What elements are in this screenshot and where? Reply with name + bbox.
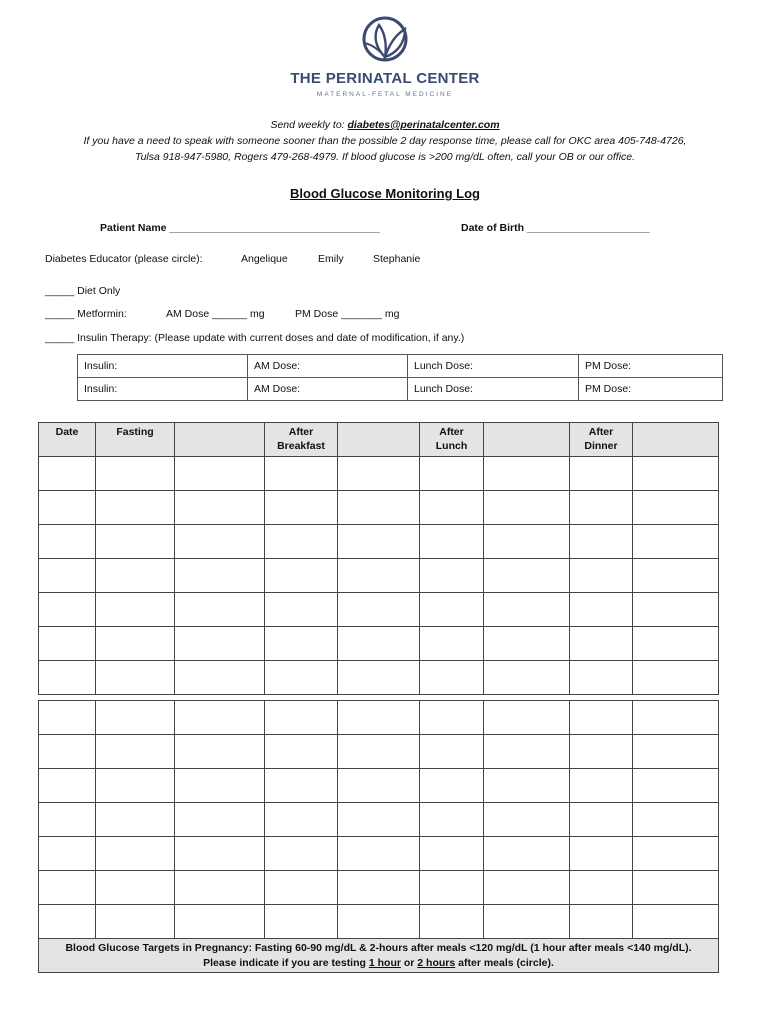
log-entry-row <box>39 457 719 491</box>
org-name: THE PERINATAL CENTER <box>290 70 480 87</box>
log-entry-cell[interactable] <box>39 735 96 769</box>
log-entry-cell[interactable] <box>265 803 338 837</box>
log-entry-cell[interactable] <box>175 457 265 491</box>
email-link[interactable]: diabetes@perinatalcenter.com <box>347 119 500 131</box>
log-entry-row <box>39 871 719 905</box>
log-entry-cell[interactable] <box>420 491 484 525</box>
log-entry-cell[interactable] <box>570 803 633 837</box>
log-entry-cell[interactable] <box>484 491 570 525</box>
log-entry-cell[interactable] <box>484 871 570 905</box>
log-entry-cell[interactable] <box>175 837 265 871</box>
log-entry-row <box>39 661 719 695</box>
log-entry-cell[interactable] <box>175 593 265 627</box>
log-entry-cell[interactable] <box>265 627 338 661</box>
log-entry-cell[interactable] <box>338 627 420 661</box>
log-entry-cell[interactable] <box>265 661 338 695</box>
am-dose-cell[interactable]: AM Dose: <box>248 355 408 378</box>
log-entry-row <box>39 769 719 803</box>
metformin-option[interactable]: _____ Metformin: <box>45 308 127 320</box>
log-entry-cell[interactable] <box>338 871 420 905</box>
log-entry-cell[interactable] <box>175 905 265 939</box>
log-entry-cell[interactable] <box>570 457 633 491</box>
log-entry-cell[interactable] <box>420 735 484 769</box>
log-entry-cell[interactable] <box>39 491 96 525</box>
log-entry-cell[interactable] <box>570 905 633 939</box>
log-entry-cell[interactable] <box>39 803 96 837</box>
log-entry-cell[interactable] <box>338 593 420 627</box>
log-entry-cell[interactable] <box>633 871 719 905</box>
insulin-row <box>78 355 723 378</box>
log-entry-cell[interactable] <box>265 491 338 525</box>
send-weekly-prefix: Send weekly to: <box>270 119 348 131</box>
log-entry-row <box>39 491 719 525</box>
log-entry-cell[interactable] <box>338 837 420 871</box>
insulin-therapy-option[interactable]: _____ Insulin Therapy: (Please update with current doses and date of modification, if any.) <box>45 332 465 344</box>
log-entry-cell[interactable] <box>265 905 338 939</box>
log-entry-cell[interactable] <box>570 871 633 905</box>
log-entry-row <box>39 701 719 735</box>
log-entry-cell[interactable] <box>420 837 484 871</box>
log-entry-cell[interactable] <box>633 593 719 627</box>
log-entry-cell[interactable] <box>570 627 633 661</box>
log-entry-cell[interactable] <box>39 457 96 491</box>
log-entry-cell[interactable] <box>420 559 484 593</box>
educator-option-stephanie[interactable]: Stephanie <box>373 253 421 265</box>
log-entry-cell[interactable] <box>39 525 96 559</box>
log-entry-cell[interactable] <box>633 559 719 593</box>
header-after-breakfast: After Breakfast <box>265 423 338 457</box>
metformin-am-dose[interactable]: AM Dose ______ mg <box>166 308 265 320</box>
header-date: Date <box>39 423 96 457</box>
log-entry-cell[interactable] <box>265 559 338 593</box>
pm-dose-cell[interactable]: PM Dose: <box>579 355 723 378</box>
log-entry-cell[interactable] <box>633 661 719 695</box>
log-entry-cell[interactable] <box>265 735 338 769</box>
log-entry-cell[interactable] <box>175 491 265 525</box>
log-entry-cell[interactable] <box>570 735 633 769</box>
insulin-cell[interactable]: Insulin: <box>78 355 248 378</box>
log-entry-cell[interactable] <box>265 525 338 559</box>
header-blank <box>338 423 420 457</box>
log-entry-cell[interactable] <box>570 661 633 695</box>
log-entry-cell[interactable] <box>39 627 96 661</box>
log-entry-cell[interactable] <box>420 661 484 695</box>
log-entry-cell[interactable] <box>39 905 96 939</box>
log-entry-cell[interactable] <box>96 627 175 661</box>
glucose-log-table-1 <box>38 422 719 695</box>
log-entry-cell[interactable] <box>96 491 175 525</box>
educator-option-emily[interactable]: Emily <box>318 253 344 265</box>
log-entry-cell[interactable] <box>175 803 265 837</box>
log-entry-row <box>39 593 719 627</box>
log-entry-cell[interactable] <box>265 837 338 871</box>
glucose-log-table-2 <box>38 700 719 973</box>
log-entry-cell[interactable] <box>633 491 719 525</box>
lunch-dose-cell[interactable]: Lunch Dose: <box>408 378 579 401</box>
log-entry-cell[interactable] <box>338 769 420 803</box>
log-entry-cell[interactable] <box>484 905 570 939</box>
log-entry-cell[interactable] <box>338 661 420 695</box>
log-entry-row <box>39 559 719 593</box>
targets-footer: Blood Glucose Targets in Pregnancy: Fasting 60-90 mg/dL & 2-hours after meals <120 mg/dL (1 hour after meals <140 mg/dL). Please indicate if you are testing 1 hour or 2 hours after meals (circle). <box>39 939 719 973</box>
log-entry-cell[interactable] <box>570 593 633 627</box>
log-entry-cell[interactable] <box>633 905 719 939</box>
log-entry-cell[interactable] <box>96 559 175 593</box>
educator-option-angelique[interactable]: Angelique <box>241 253 288 265</box>
log-entry-cell[interactable] <box>96 661 175 695</box>
log-entry-cell[interactable] <box>633 803 719 837</box>
log-entry-cell[interactable] <box>39 871 96 905</box>
patient-name-field[interactable]: Patient Name ____________________________________ <box>100 222 380 234</box>
log-title: Blood Glucose Monitoring Log <box>290 186 480 201</box>
log-entry-cell[interactable] <box>338 491 420 525</box>
log-entry-cell[interactable] <box>96 769 175 803</box>
log-entry-cell[interactable] <box>420 769 484 803</box>
log-entry-cell[interactable] <box>484 735 570 769</box>
log-entry-cell[interactable] <box>420 525 484 559</box>
log-header-row <box>39 423 719 457</box>
log-entry-cell[interactable] <box>265 701 338 735</box>
log-entry-cell[interactable] <box>420 871 484 905</box>
pm-dose-cell[interactable]: PM Dose: <box>579 378 723 401</box>
log-entry-cell[interactable] <box>39 661 96 695</box>
insulin-dose-table <box>77 354 723 401</box>
log-entry-cell[interactable] <box>175 769 265 803</box>
log-entry-cell[interactable] <box>570 701 633 735</box>
header-blank <box>175 423 265 457</box>
log-entry-cell[interactable] <box>175 735 265 769</box>
header-blank <box>633 423 719 457</box>
targets-footer-row <box>39 939 719 973</box>
log-entry-cell[interactable] <box>39 837 96 871</box>
perinatal-center-logo-icon <box>355 15 415 67</box>
log-entry-cell[interactable] <box>96 905 175 939</box>
log-entry-row <box>39 735 719 769</box>
log-entry-cell[interactable] <box>338 701 420 735</box>
log-entry-cell[interactable] <box>96 871 175 905</box>
log-entry-cell[interactable] <box>633 627 719 661</box>
lunch-dose-cell[interactable]: Lunch Dose: <box>408 355 579 378</box>
log-entry-cell[interactable] <box>96 525 175 559</box>
log-entry-row <box>39 837 719 871</box>
log-entry-cell[interactable] <box>96 803 175 837</box>
two-hours-option[interactable]: 2 hours <box>417 957 456 969</box>
log-entry-cell[interactable] <box>484 593 570 627</box>
log-entry-cell[interactable] <box>338 559 420 593</box>
log-entry-cell[interactable] <box>484 701 570 735</box>
log-entry-cell[interactable] <box>338 905 420 939</box>
log-entry-cell[interactable] <box>175 661 265 695</box>
log-entry-cell[interactable] <box>338 803 420 837</box>
send-weekly-line <box>0 119 770 131</box>
log-entry-cell[interactable] <box>96 735 175 769</box>
log-entry-cell[interactable] <box>39 701 96 735</box>
log-entry-cell[interactable] <box>39 593 96 627</box>
log-entry-cell[interactable] <box>96 457 175 491</box>
log-entry-cell[interactable] <box>633 769 719 803</box>
log-entry-cell[interactable] <box>420 701 484 735</box>
log-entry-cell[interactable] <box>96 837 175 871</box>
log-entry-cell[interactable] <box>338 525 420 559</box>
log-entry-cell[interactable] <box>175 701 265 735</box>
log-entry-cell[interactable] <box>570 837 633 871</box>
log-entry-cell[interactable] <box>484 559 570 593</box>
log-entry-cell[interactable] <box>265 457 338 491</box>
log-entry-row <box>39 525 719 559</box>
diet-only-option[interactable]: _____ Diet Only <box>45 285 121 297</box>
log-entry-cell[interactable] <box>175 871 265 905</box>
log-entry-cell[interactable] <box>484 525 570 559</box>
log-entry-cell[interactable] <box>265 871 338 905</box>
header-fasting: Fasting <box>96 423 175 457</box>
log-entry-cell[interactable] <box>633 457 719 491</box>
log-entry-cell[interactable] <box>175 559 265 593</box>
log-entry-cell[interactable] <box>484 457 570 491</box>
log-entry-cell[interactable] <box>570 769 633 803</box>
log-entry-cell[interactable] <box>420 457 484 491</box>
log-entry-cell[interactable] <box>633 701 719 735</box>
log-entry-cell[interactable] <box>633 735 719 769</box>
log-entry-cell[interactable] <box>39 559 96 593</box>
log-entry-cell[interactable] <box>420 803 484 837</box>
header-after-dinner: After Dinner <box>570 423 633 457</box>
date-of-birth-field[interactable]: Date of Birth _____________________ <box>461 222 650 234</box>
log-entry-row <box>39 803 719 837</box>
log-entry-cell[interactable] <box>96 701 175 735</box>
contact-line-1: If you have a need to speak with someone sooner than the possible 2 day response time, please call for OKC area 405-748-4726, <box>83 135 687 147</box>
log-entry-cell[interactable] <box>175 627 265 661</box>
log-entry-cell[interactable] <box>633 525 719 559</box>
contact-line-2: Tulsa 918-947-5980, Rogers 479-268-4979. If blood glucose is >200 mg/dL often, call your OB or our office. <box>134 151 636 163</box>
log-entry-row <box>39 627 719 661</box>
org-subtitle: MATERNAL-FETAL MEDICINE <box>316 91 454 98</box>
insulin-row <box>78 378 723 401</box>
log-entry-cell[interactable] <box>338 457 420 491</box>
log-entry-cell[interactable] <box>570 559 633 593</box>
header-after-lunch: After Lunch <box>420 423 484 457</box>
log-entry-cell[interactable] <box>484 803 570 837</box>
metformin-pm-dose[interactable]: PM Dose _______ mg <box>295 308 400 320</box>
one-hour-option[interactable]: 1 hour <box>368 957 401 969</box>
log-entry-cell[interactable] <box>484 837 570 871</box>
log-entry-cell[interactable] <box>96 593 175 627</box>
am-dose-cell[interactable]: AM Dose: <box>248 378 408 401</box>
log-entry-cell[interactable] <box>570 491 633 525</box>
log-entry-cell[interactable] <box>265 769 338 803</box>
log-entry-cell[interactable] <box>175 525 265 559</box>
log-entry-cell[interactable] <box>420 905 484 939</box>
log-entry-cell[interactable] <box>570 525 633 559</box>
log-entry-cell[interactable] <box>484 661 570 695</box>
log-entry-cell[interactable] <box>420 593 484 627</box>
log-entry-cell[interactable] <box>633 837 719 871</box>
targets-line: Blood Glucose Targets in Pregnancy: Fasting 60-90 mg/dL & 2-hours after meals <120 mg/dL (1 hour after meals <140 mg/dL). <box>65 942 692 954</box>
log-entry-row <box>39 905 719 939</box>
header-blank <box>484 423 570 457</box>
log-entry-cell[interactable] <box>484 627 570 661</box>
log-entry-cell[interactable] <box>265 593 338 627</box>
insulin-cell[interactable]: Insulin: <box>78 378 248 401</box>
log-entry-cell[interactable] <box>338 735 420 769</box>
log-entry-cell[interactable] <box>420 627 484 661</box>
log-entry-cell[interactable] <box>484 769 570 803</box>
educator-label: Diabetes Educator (please circle): <box>45 253 203 265</box>
log-entry-cell[interactable] <box>39 769 96 803</box>
